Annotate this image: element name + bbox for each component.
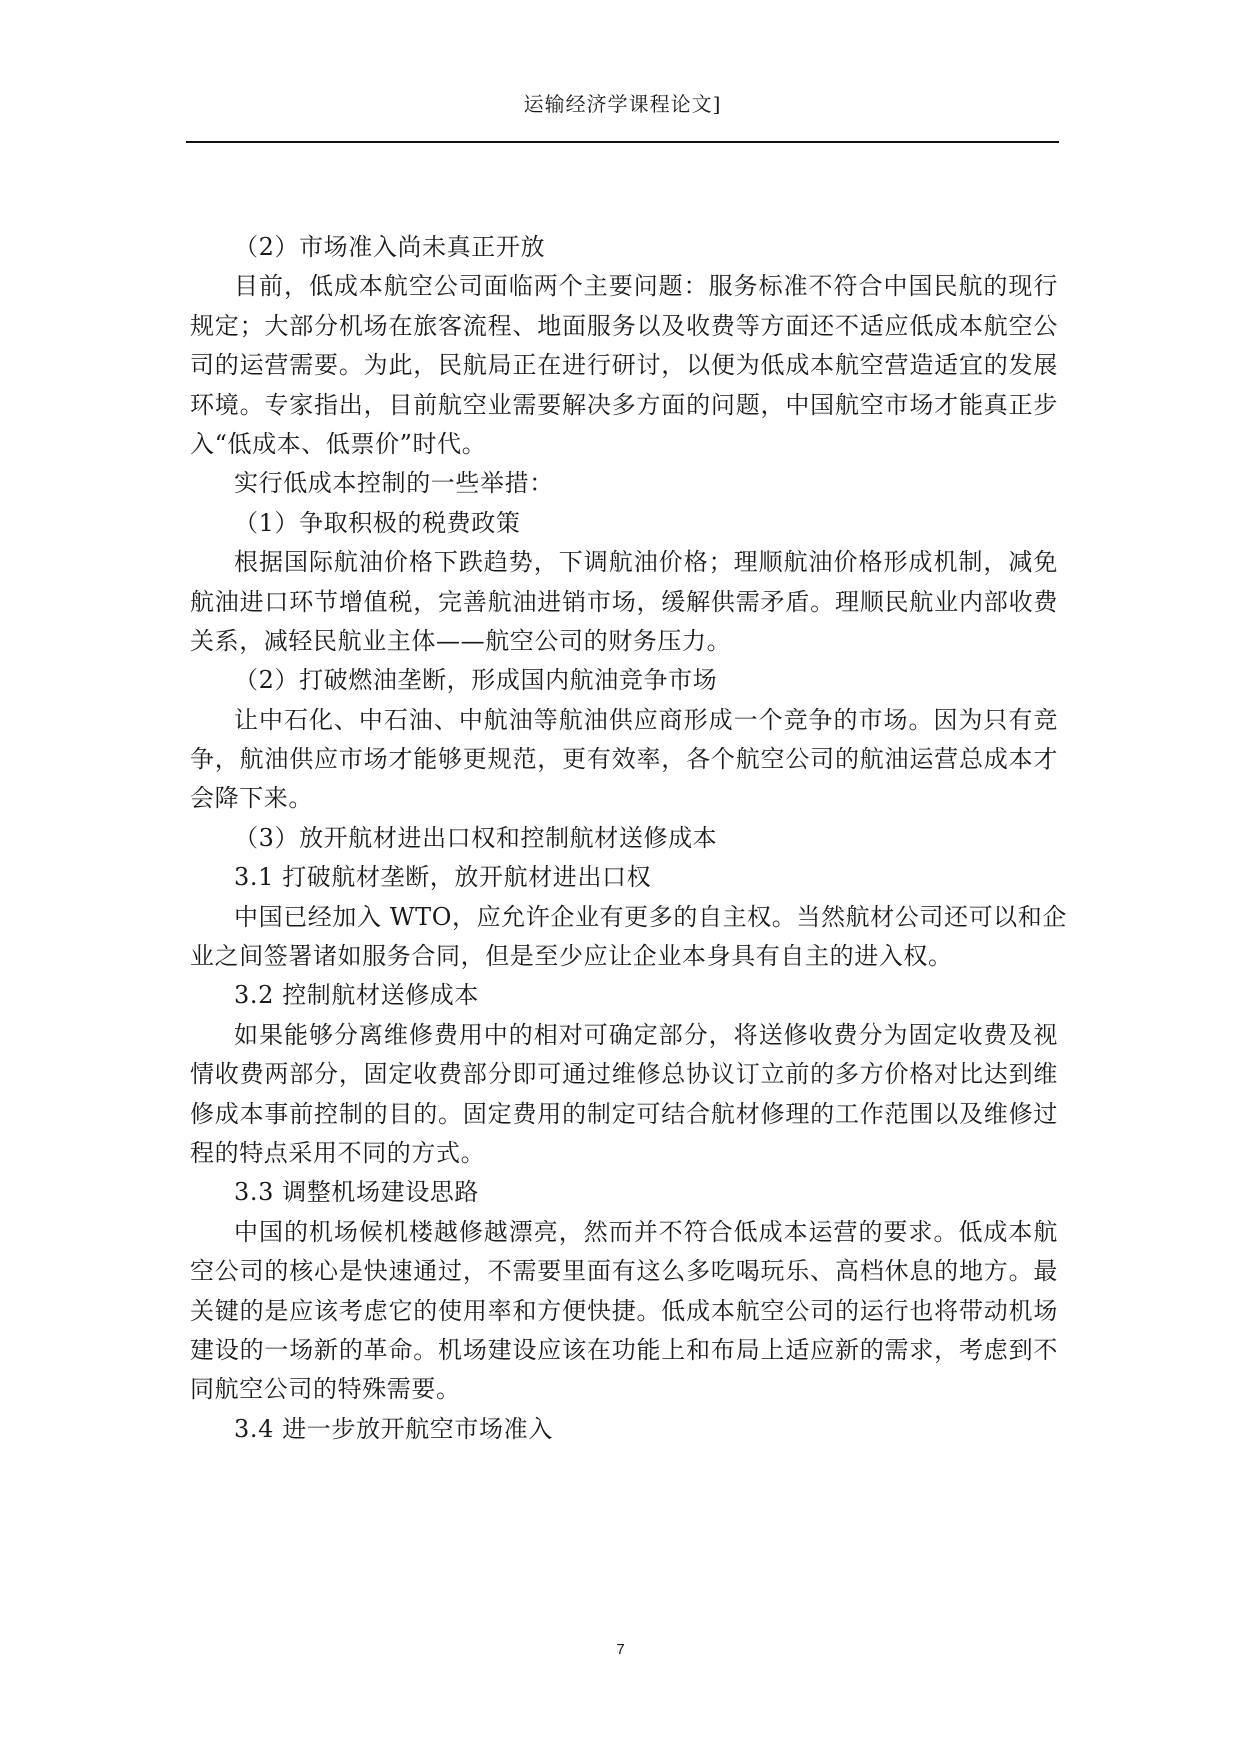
paragraph-line: 业之间签署诸如服务合同，但是至少应让企业本身具有自主的进入权。 — [190, 942, 953, 971]
paragraph-line: 环境。专家指出，目前航空业需要解决多方面的问题，中国航空市场才能真正步 — [190, 390, 1058, 419]
paragraph-line: 航油进口环节增值税，完善航油进销市场，缓解供需矛盾。理顺民航业内部收费 — [190, 587, 1058, 616]
paragraph-line: 让中石化、中石油、中航油等航油供应商形成一个竞争的市场。因为只有竞 — [234, 705, 1058, 734]
paragraph-line: 程的特点采用不同的方式。 — [190, 1138, 486, 1167]
paragraph-line: 修成本事前控制的目的。固定费用的制定可结合航材修理的工作范围以及维修过 — [190, 1099, 1058, 1128]
heading-tax-policy: （1）争取积极的税费政策 — [234, 508, 521, 537]
heading-materials: （3）放开航材进出口权和控制航材送修成本 — [234, 823, 718, 852]
paragraph-line: 关键的是应该考虑它的使用率和方便快捷。低成本航空公司的运行也将带动机场 — [190, 1296, 1058, 1325]
paragraph-line: 根据国际航油价格下跌趋势，下调航油价格；理顺航油价格形成机制，减免 — [234, 548, 1058, 577]
paragraph-line: 中国的机场候机楼越修越漂亮，然而并不符合低成本运营的要求。低成本航 — [234, 1217, 1058, 1246]
paragraph-line: 情收费两部分，固定收费部分即可通过维修总协议订立前的多方价格对比达到维 — [190, 1060, 1058, 1089]
paragraph-line: 司的运营需要。为此，民航局正在进行研讨，以便为低成本航空营造适宜的发展 — [190, 351, 1058, 380]
paragraph-line: 争，航油供应市场才能够更规范，更有效率，各个航空公司的航油运营总成本才 — [190, 745, 1058, 774]
paragraph-line: 会降下来。 — [190, 784, 313, 813]
paragraph-line: 目前，低成本航空公司面临两个主要问题：服务标准不符合中国民航的现行 — [234, 272, 1058, 301]
heading-fuel-monopoly: （2）打破燃油垄断，形成国内航油竞争市场 — [234, 666, 718, 695]
paragraph-line: 中国已经加入 WTO，应允许企业有更多的自主权。当然航材公司还可以和企 — [234, 902, 1067, 931]
paragraph-line: 同航空公司的特殊需要。 — [190, 1375, 461, 1404]
paragraph-line: 如果能够分离维修费用中的相对可确定部分，将送修收费分为固定收费及视 — [234, 1020, 1058, 1049]
paragraph-line: 入“低成本、低票价”时代。 — [190, 429, 487, 458]
heading-3-4: 3.4 进一步放开航空市场准入 — [234, 1414, 553, 1443]
heading-3-3: 3.3 调整机场建设思路 — [234, 1178, 479, 1207]
heading-3-1: 3.1 打破航材垄断，放开航材进出口权 — [234, 863, 652, 892]
paragraph-line: 空公司的核心是快速通过，不需要里面有这么多吃喝玩乐、高档休息的地方。最 — [190, 1257, 1058, 1286]
body-text — [190, 228, 1067, 1449]
page-number: 7 — [616, 1641, 625, 1658]
running-header: 运输经济学课程论文] — [523, 92, 722, 116]
paragraph-line: 关系，减轻民航业主体——航空公司的财务压力。 — [190, 626, 732, 655]
heading-3-2: 3.2 控制航材送修成本 — [234, 981, 479, 1010]
header-divider — [186, 141, 1059, 143]
paragraph-line: 规定；大部分机场在旅客流程、地面服务以及收费等方面还不适应低成本航空公 — [190, 311, 1058, 340]
heading-market-access: （2）市场准入尚未真正开放 — [234, 233, 546, 261]
paragraph-line: 建设的一场新的革命。机场建设应该在功能上和布局上适应新的需求，考虑到不 — [190, 1335, 1058, 1364]
paragraph-line: 实行低成本控制的一些举措： — [234, 469, 554, 498]
